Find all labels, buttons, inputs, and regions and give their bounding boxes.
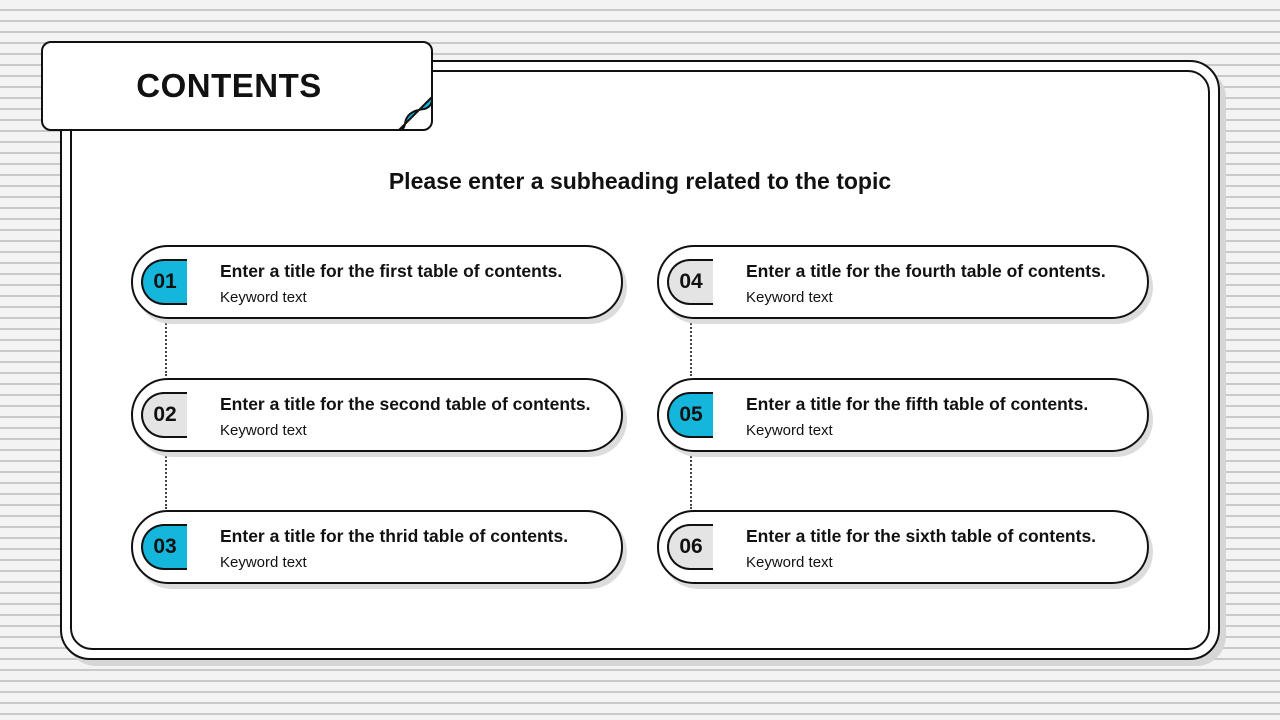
connector-dots — [165, 320, 167, 376]
toc-item-2[interactable] — [131, 378, 623, 452]
connector-dots — [690, 320, 692, 376]
folded-corner-icon — [397, 95, 434, 132]
item-keyword: Keyword text — [746, 554, 833, 571]
title-tab — [41, 41, 433, 131]
toc-item-5[interactable] — [657, 378, 1149, 452]
item-keyword: Keyword text — [746, 422, 833, 439]
item-title: Enter a title for the thrid table of contents. — [220, 526, 569, 546]
slide-title: CONTENTS — [136, 67, 322, 104]
item-number-badge: 04 — [667, 259, 713, 305]
item-title: Enter a title for the fourth table of contents. — [746, 261, 1106, 281]
item-keyword: Keyword text — [220, 554, 307, 571]
toc-item-4[interactable] — [657, 245, 1149, 319]
item-title: Enter a title for the first table of contents. — [220, 261, 563, 281]
toc-item-3[interactable] — [131, 510, 623, 584]
toc-item-6[interactable] — [657, 510, 1149, 584]
item-title: Enter a title for the second table of contents. — [220, 394, 591, 414]
toc-item-1[interactable] — [131, 245, 623, 319]
item-keyword: Keyword text — [220, 289, 307, 306]
connector-dots — [165, 453, 167, 509]
item-keyword: Keyword text — [220, 422, 307, 439]
item-number-badge: 03 — [141, 524, 187, 570]
item-number-badge: 02 — [141, 392, 187, 438]
item-title: Enter a title for the sixth table of contents. — [746, 526, 1097, 546]
subheading: Please enter a subheading related to the topic — [388, 168, 892, 194]
item-keyword: Keyword text — [746, 289, 833, 306]
connector-dots — [690, 453, 692, 509]
item-title: Enter a title for the fifth table of contents. — [746, 394, 1089, 414]
item-number-badge: 05 — [667, 392, 713, 438]
item-number-badge: 06 — [667, 524, 713, 570]
item-number-badge: 01 — [141, 259, 187, 305]
